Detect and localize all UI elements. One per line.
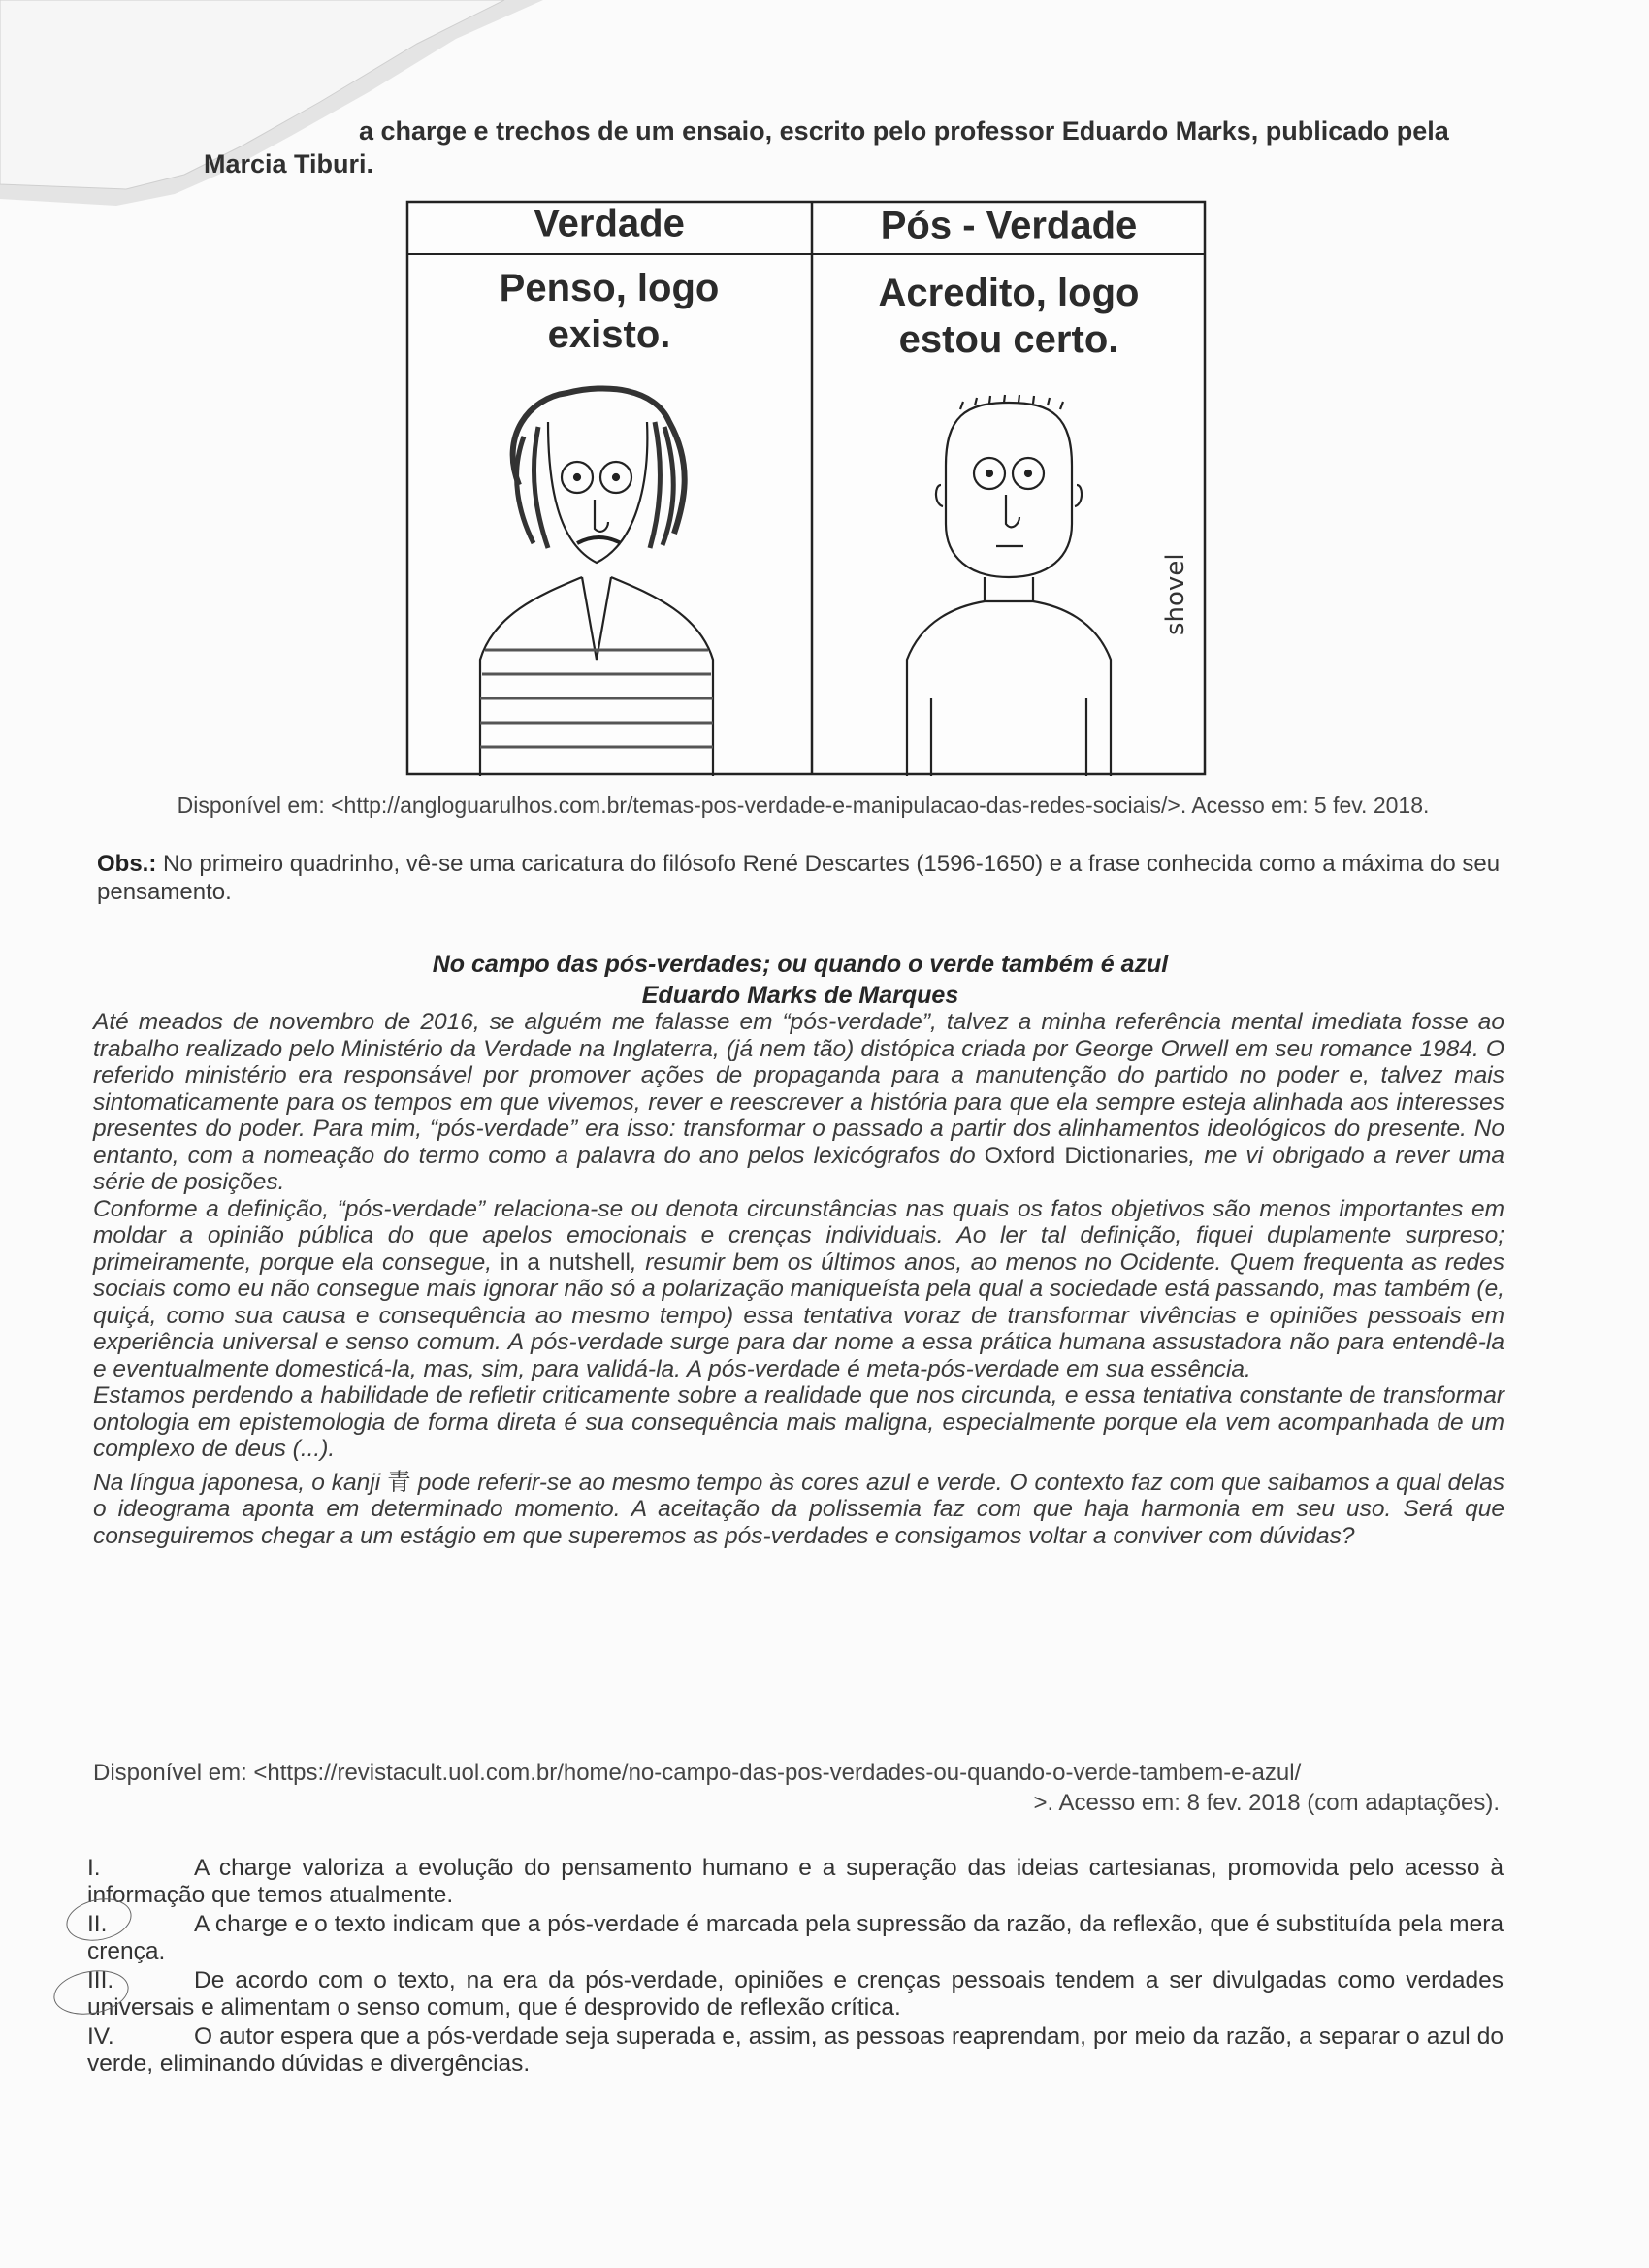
obs-label: Obs.: xyxy=(97,851,157,877)
statement-1: I. A charge valoriza a evolução do pensamento humano e a superação das ideias cartesianas, promovida pelo acesso à informação que temos atualmente. xyxy=(87,1855,1504,1908)
essay-body xyxy=(93,1009,1504,1549)
statement-3: III. De acordo com o texto, na era da pós-verdade, opiniões e crenças pessoais tendem a ser divulgadas como verdades universais e alimentam o senso comum, que é desprovido de reflexão crítica. xyxy=(87,1967,1504,2021)
essay-title: No campo das pós-verdades; ou quando o verde também é azul xyxy=(432,951,1169,978)
statement-4: IV. O autor espera que a pós-verdade seja superada e, assim, as pessoas reaprendam, por meio da razão, a separar o azul do verde, eliminando dúvidas e divergências. xyxy=(87,2024,1504,2077)
left-header: Verdade xyxy=(534,202,685,245)
kanji: 青 xyxy=(387,1467,411,1496)
obs-text: No primeiro quadrinho, vê-se uma caricatura do filósofo René Descartes (1596-1650) e a frase conhecida como a máxima do seu pensamento. xyxy=(97,851,1501,905)
observation xyxy=(97,850,1504,906)
right-quote-2: estou certo. xyxy=(898,318,1119,361)
left-quote-2: existo. xyxy=(547,313,671,356)
essay-paragraph-1: Até meados de novembro de 2016, se alguém me falasse em “pós-verdade”, talvez a minha referência mental imediata fosse ao trabalho realizado pelo Ministério da Verdade na Inglaterra, (já nem tão) distópica criada por George Orwell em seu romance 1984. O referido ministério era responsável por promover ações de propaganda para a manutenção do partido no poder e, talvez mais sintomaticamente para os tempos em que vivemos, rever e reescrever a história para que ela sempre esteja alinhada aos interesses presentes do poder. Para mim, “pós-verdade” era isso: transformar o passado a partir dos alinhamentos ideológicos do presente. No entanto, com a nomeação do termo como a palavra do ano pelos lexicógrafos do Oxford Dictionaries, me vi obrigado a rever uma série de posições. xyxy=(93,1009,1504,1195)
signature: shovel xyxy=(1161,553,1190,635)
essay-paragraph-2: Conforme a definição, “pós-verdade” relaciona-se ou denota circunstâncias nas quais os fatos objetivos são menos importantes em moldar a opinião pública do que apelos emocionais e crenças individuais. Ao ler tal definição, fiquei duplamente surpreso; primeiramente, porque ela consegue, in a nutshell, resumir bem os últimos anos, ao menos no Ocidente. Quem frequenta as redes sociais como eu não consegue mais ignorar não só a polarização maniqueísta pela qual a sociedade está passando, mas também (e, quiçá, como sua causa e consequência ao mesmo tempo) essa tentativa voraz de transformar vivências e opiniões pessoais em experiência universal e senso comum. A pós-verdade surge para dar nome a essa prática humana assustadora não para entendê-la e eventualmente domesticá-la, mas, sim, para validá-la. A pós-verdade é meta-pós-verdade em sua essência. xyxy=(93,1195,1504,1382)
essay-author: Eduardo Marks de Marques xyxy=(641,982,959,1009)
essay-paragraph-3: Estamos perdendo a habilidade de refletir criticamente sobre a realidade que nos circunda, e essa tentativa constante de transformar ontologia em epistemologia de forma direta é sua consequência mais maligna, especialmente porque ela vem acompanhada de um complexo de deus (...). xyxy=(93,1382,1504,1462)
statements-list xyxy=(87,1855,1504,2080)
right-quote-1: Acredito, logo xyxy=(878,272,1140,314)
statement-2: II. A charge e o texto indicam que a pós-verdade é marcada pela supressão da razão, da reflexão, que é substituída pela mera crença. xyxy=(87,1911,1504,1964)
essay-header xyxy=(97,949,1504,1011)
left-quote-1: Penso, logo xyxy=(499,267,720,309)
right-header: Pós - Verdade xyxy=(880,204,1138,247)
cartoon-source: Disponível em: <http://angloguarulhos.com.br/temas-pos-verdade-e-manipulacao-das-redes-sociais/>. Acesso em: 5 fev. 2018. xyxy=(177,793,1430,818)
intro-text xyxy=(184,114,1513,180)
essay-source-line-2: >. Acesso em: 8 fev. 2018 (com adaptações). xyxy=(1033,1790,1500,1816)
intro-line-1: a charge e trechos de um ensaio, escrito pelo professor Eduardo Marks, publicado pela xyxy=(359,116,1449,146)
essay-source-line-1: Disponível em: <https://revistacult.uol.com.br/home/no-campo-das-pos-verdades-ou-quando-o-verde-tambem-e-azul/ xyxy=(93,1760,1302,1786)
intro-line-2: Marcia Tiburi. xyxy=(204,149,374,178)
cartoon xyxy=(403,194,1212,781)
torn-corner xyxy=(0,0,543,213)
essay-paragraph-4: Na língua japonesa, o kanji 青 pode referir-se ao mesmo tempo às cores azul e verde. O contexto faz com que saibamos a qual delas o ideograma aponta em determinado momento. A aceitação da polissemia faz com que haja harmonia em seu uso. Será que conseguiremos chegar a um estágio em que superemos as pós-verdades e consigamos voltar a conviver com dúvidas? xyxy=(93,1467,1505,1549)
essay-source xyxy=(93,1758,1500,1818)
